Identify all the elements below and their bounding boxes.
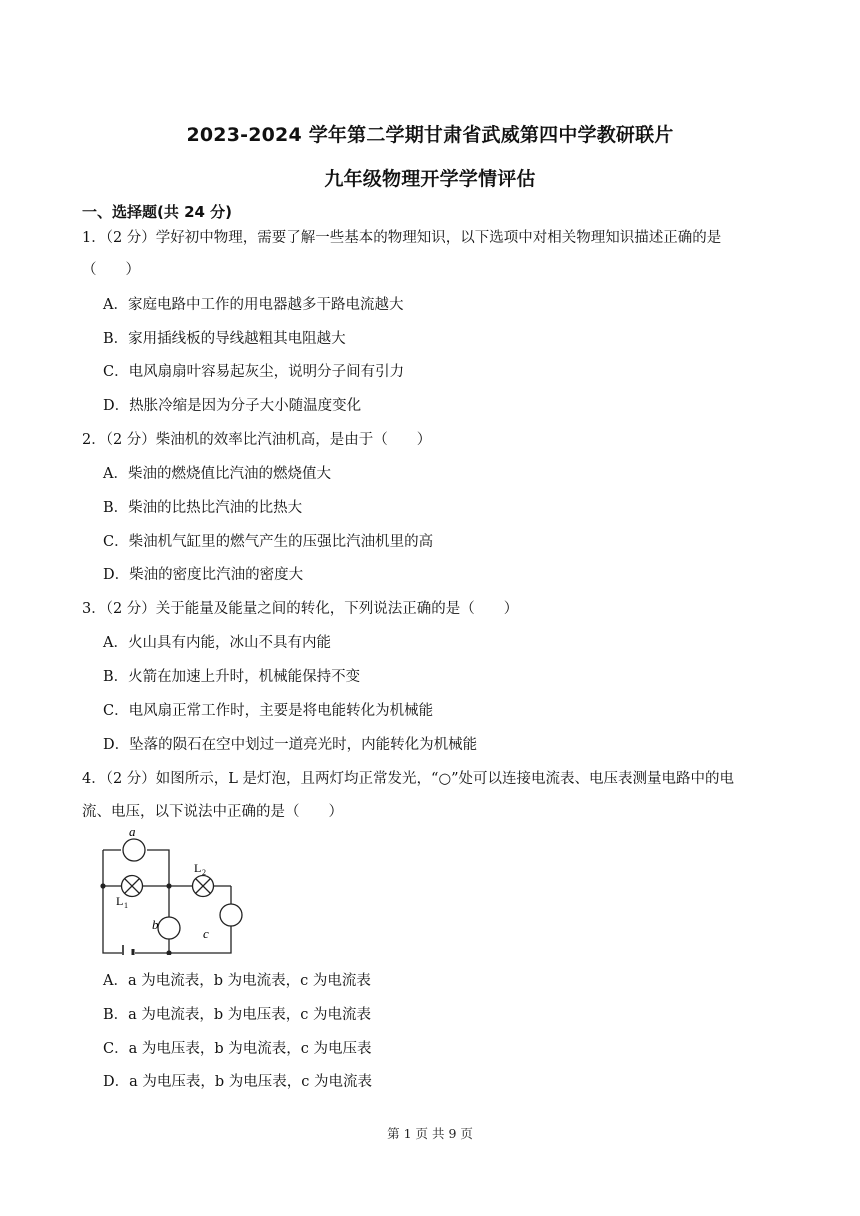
meter-a: [123, 839, 145, 861]
question-2-option-a: A．柴油的燃烧值比汽油的燃烧值大: [103, 466, 331, 482]
question-3-option-b: B．火箭在加速上升时，机械能保持不变: [103, 669, 361, 685]
question-1-stem-bracket: （ ）: [82, 262, 140, 278]
meter-b: [158, 917, 180, 939]
label-c: c: [203, 926, 209, 941]
label-l2: L: [194, 861, 202, 875]
question-3-option-c: C．电风扇正常工作时，主要是将电能转化为机械能: [103, 703, 434, 719]
circuit-diagram: [96, 825, 246, 955]
question-4-stem-cont: 流、电压，以下说法中正确的是（ ）: [82, 804, 343, 820]
question-1-option-d: D．热胀冷缩是因为分子大小随温度变化: [103, 398, 362, 414]
question-4-option-b: B．a 为电流表，b 为电压表，c 为电流表: [103, 1007, 372, 1023]
question-3-option-d: D．坠落的陨石在空中划过一道亮光时，内能转化为机械能: [103, 737, 478, 753]
page-title: 2023-2024 学年第二学期甘肃省武威第四中学教研联片: [186, 124, 674, 146]
question-2-option-b: B．柴油的比热比汽油的比热大: [103, 500, 303, 516]
page-footer: 第 1 页 共 9 页: [387, 1126, 473, 1141]
question-1-option-b: B．家用插线板的导线越粗其电阻越大: [103, 331, 346, 347]
question-4-option-c: C．a 为电压表，b 为电流表，c 为电压表: [103, 1041, 372, 1057]
label-l1-sub: 1: [124, 901, 128, 910]
question-2-stem: 2．（2 分）柴油机的效率比汽油机高，是由于（ ）: [82, 432, 432, 448]
label-l2-sub: 2: [202, 868, 206, 877]
question-1-option-a: A．家庭电路中工作的用电器越多干路电流越大: [103, 297, 404, 313]
label-a: a: [129, 825, 136, 839]
page-subtitle: 九年级物理开学学情评估: [324, 168, 536, 190]
question-4-option-d: D．a 为电压表，b 为电压表，c 为电流表: [103, 1074, 372, 1090]
question-2-option-d: D．柴油的密度比汽油的密度大: [103, 567, 304, 583]
question-1-stem: 1．（2 分）学好初中物理，需要了解一些基本的物理知识，以下选项中对相关物理知识描述正确的是: [82, 230, 722, 246]
question-4-option-a: A．a 为电流表，b 为电流表，c 为电流表: [103, 973, 371, 989]
section-heading: 一、选择题(共 24 分): [82, 203, 233, 221]
label-b: b: [152, 917, 159, 932]
question-3-stem: 3．（2 分）关于能量及能量之间的转化，下列说法正确的是（ ）: [82, 601, 519, 617]
meter-c: [220, 904, 242, 926]
lamp-l2-icon: [193, 876, 214, 897]
question-3-option-a: A．火山具有内能，冰山不具有内能: [103, 635, 331, 651]
question-1-option-c: C．电风扇扇叶容易起灰尘，说明分子间有引力: [103, 364, 405, 380]
question-4-stem: 4．（2 分）如图所示，L 是灯泡，且两灯均正常发光，“○”处可以连接电流表、电压表测量电路中的电: [82, 771, 735, 787]
label-l1: L: [116, 894, 124, 908]
question-2-option-c: C．柴油机气缸里的燃气产生的压强比汽油机里的高: [103, 534, 434, 550]
lamp-l1-icon: [122, 876, 143, 897]
